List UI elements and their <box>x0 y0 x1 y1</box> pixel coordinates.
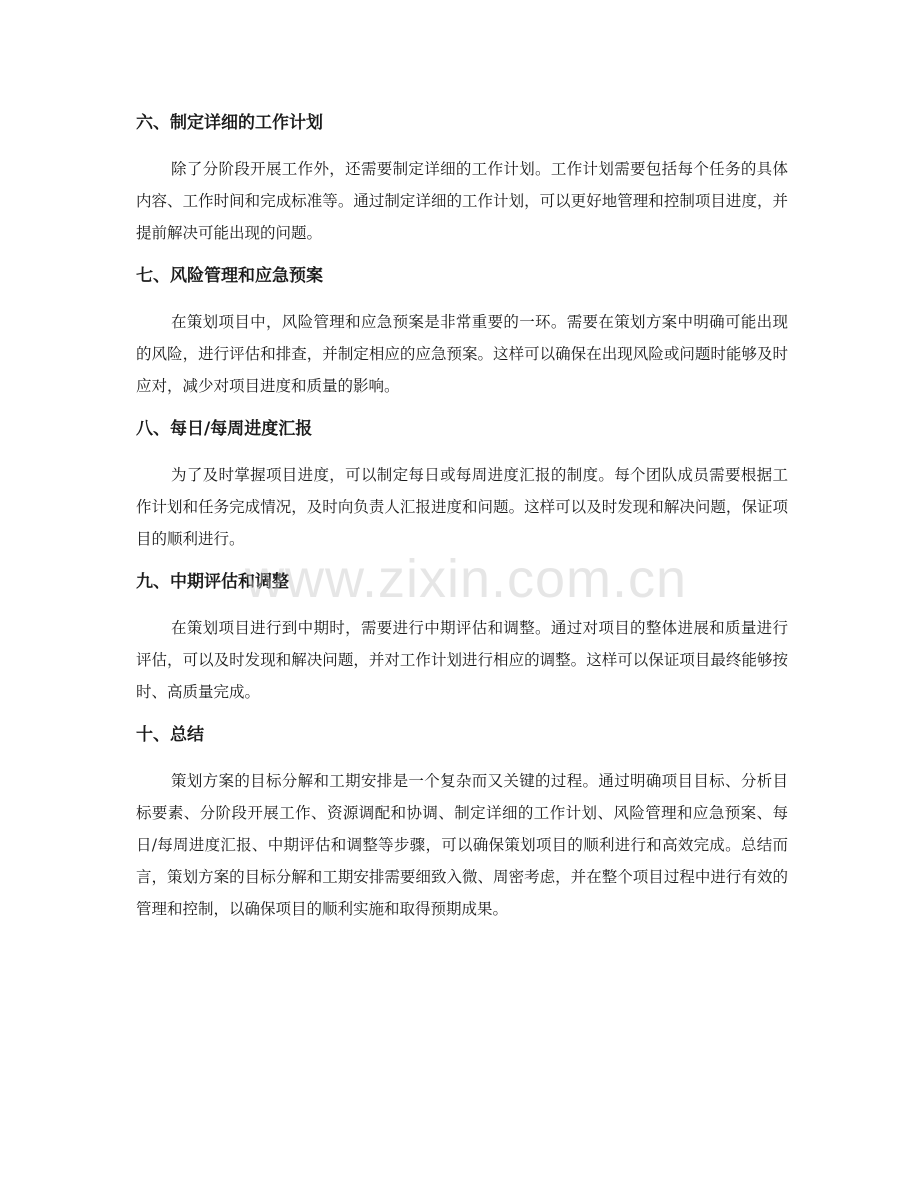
section-heading: 十、总结 <box>136 725 204 745</box>
section-heading: 八、每日/每周进度汇报 <box>136 419 313 439</box>
section-6 <box>136 108 788 249</box>
section-9 <box>136 567 788 708</box>
section-8 <box>136 414 788 555</box>
section-paragraph: 为了及时掌握项目进度，可以制定每日或每周进度汇报的制度。每个团队成员需要根据工作计划和任务完成情况，及时向负责人汇报进度和问题。这样可以及时发现和解决问题，保证项目的顺利进行。 <box>136 466 788 548</box>
section-paragraph: 在策划项目中，风险管理和应急预案是非常重要的一环。需要在策划方案中明确可能出现的风险，进行评估和排查，并制定相应的应急预案。这样可以确保在出现风险或问题时能够及时应对，减少对项目进度和质量的影响。 <box>136 313 788 395</box>
section-7 <box>136 261 788 402</box>
section-heading: 七、风险管理和应急预案 <box>136 266 323 286</box>
section-paragraph: 除了分阶段开展工作外，还需要制定详细的工作计划。工作计划需要包括每个任务的具体内容、工作时间和完成标准等。通过制定详细的工作计划，可以更好地管理和控制项目进度，并提前解决可能出现的问题。 <box>136 160 788 242</box>
section-paragraph: 策划方案的目标分解和工期安排是一个复杂而又关键的过程。通过明确项目目标、分析目标要素、分阶段开展工作、资源调配和协调、制定详细的工作计划、风险管理和应急预案、每日/每周进度汇报、中期评估和调整等步骤，可以确保策划项目的顺利进行和高效完成。总结而言，策划方案的目标分解和工期安排需要细致入微、周密考虑，并在整个项目过程中进行有效的管理和控制，以确保项目的顺利实施和取得预期成果。 <box>136 772 788 918</box>
section-heading: 九、中期评估和调整 <box>136 572 289 592</box>
section-10 <box>136 720 788 925</box>
watermark: www.zixin.com.cn <box>244 549 688 609</box>
section-heading: 六、制定详细的工作计划 <box>136 113 323 133</box>
section-paragraph: 在策划项目进行到中期时，需要进行中期评估和调整。通过对项目的整体进展和质量进行评估，可以及时发现和解决问题，并对工作计划进行相应的调整。这样可以保证项目最终能够按时、高质量完成。 <box>136 619 788 701</box>
document-page <box>136 108 788 937</box>
